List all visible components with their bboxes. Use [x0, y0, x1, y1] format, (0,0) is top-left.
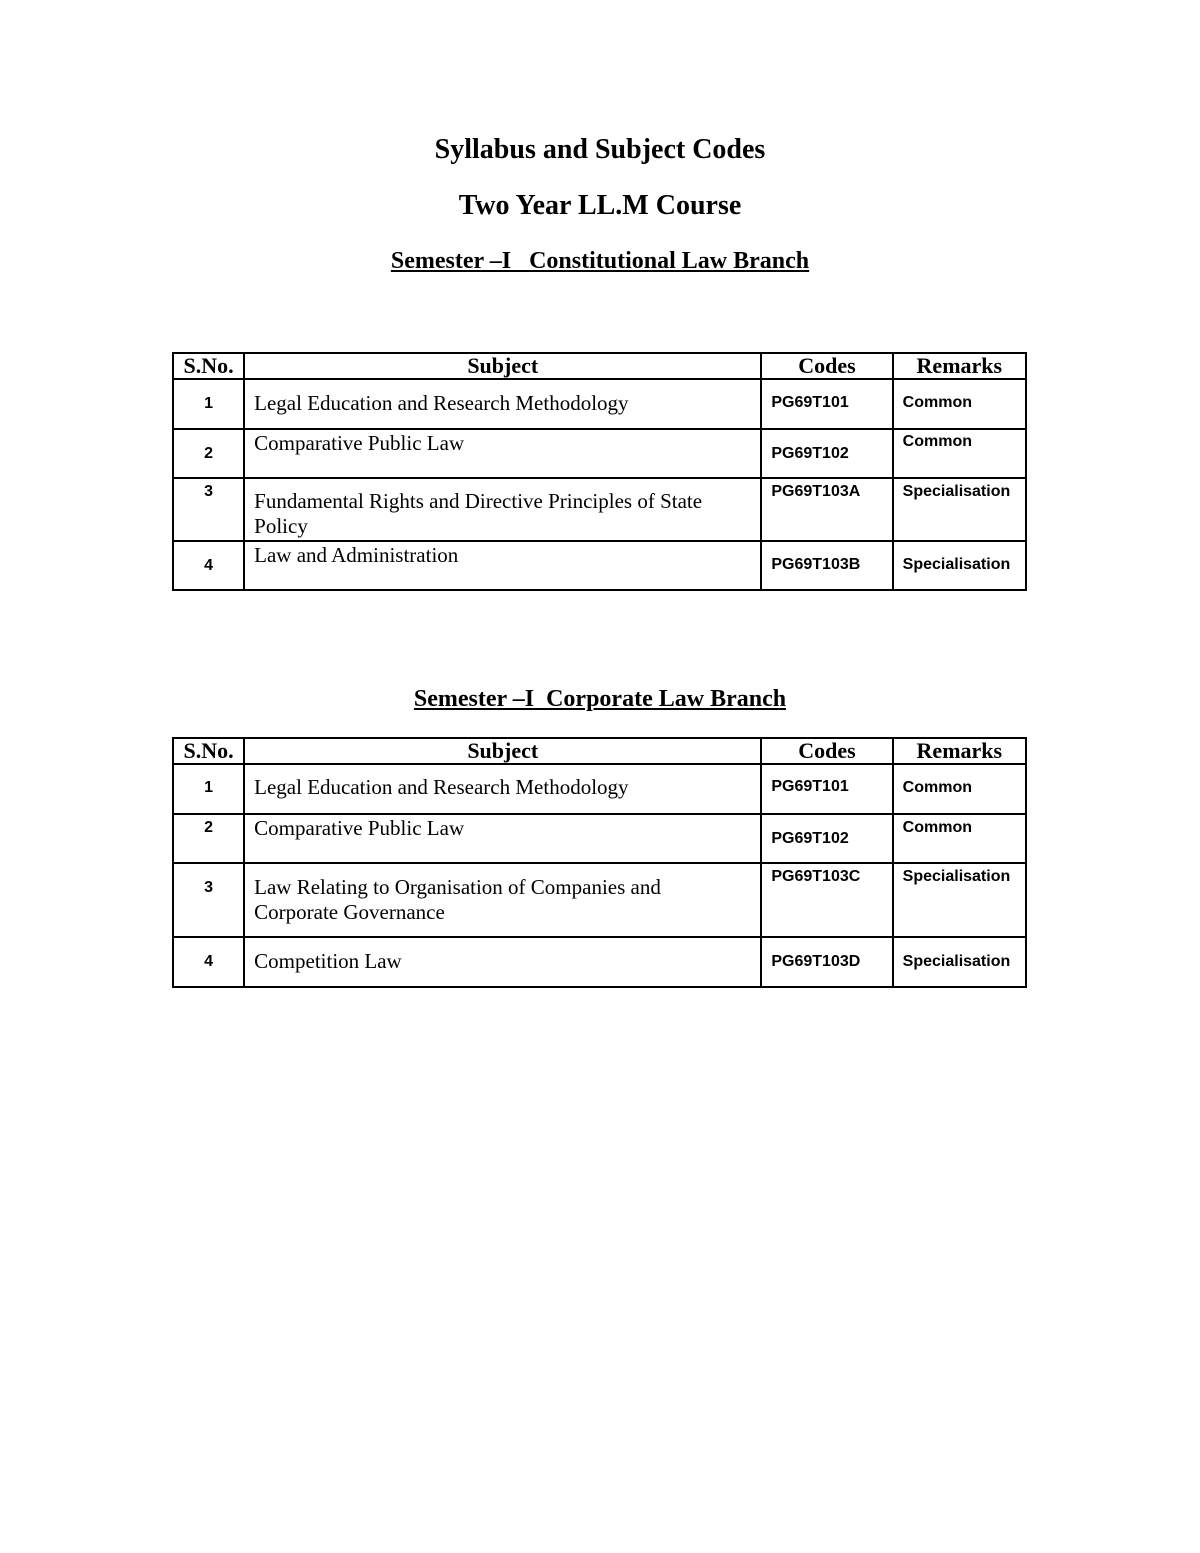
row-sno: 2	[204, 819, 214, 836]
row-remarks: Common	[902, 433, 972, 450]
row-remarks: Specialisation	[902, 556, 1011, 573]
subject-table-corporate	[172, 737, 1027, 988]
header-sno: S.No.	[173, 353, 244, 379]
row-subject: Legal Education and Research Methodology	[254, 775, 629, 799]
table-row	[173, 814, 1026, 863]
page-title: Syllabus and Subject Codes	[434, 134, 766, 165]
row-subject: Law Relating to Organisation of Companies and Corporate Governance	[254, 875, 661, 924]
row-sno: 4	[204, 557, 214, 574]
row-sno: 3	[204, 879, 214, 896]
page-subtitle: Two Year LL.M Course	[458, 190, 742, 221]
row-remarks: Common	[902, 394, 972, 411]
row-code: PG69T103D	[771, 953, 861, 970]
row-code: PG69T102	[771, 445, 849, 462]
table-row	[173, 863, 1026, 937]
row-sno: 1	[204, 395, 214, 412]
table-row	[173, 379, 1026, 429]
row-subject: Competition Law	[254, 949, 402, 973]
row-subject: Law and Administration	[254, 543, 459, 567]
table-header-row	[173, 353, 1026, 379]
row-remarks: Specialisation	[902, 483, 1011, 500]
table-row	[173, 429, 1026, 478]
row-remarks: Specialisation	[902, 868, 1011, 885]
header-subject: Subject	[244, 738, 761, 764]
row-subject: Comparative Public Law	[254, 431, 465, 455]
row-remarks: Common	[902, 779, 972, 796]
header-codes: Codes	[761, 353, 892, 379]
row-code: PG69T103B	[771, 556, 861, 573]
table-row	[173, 478, 1026, 541]
header-sno: S.No.	[173, 738, 244, 764]
row-subject: Comparative Public Law	[254, 816, 465, 840]
row-sno: 2	[204, 445, 214, 462]
row-code: PG69T103A	[771, 483, 861, 500]
row-remarks: Common	[902, 819, 972, 836]
subject-table-constitutional	[172, 352, 1027, 591]
section-heading-corporate: Semester –I Corporate Law Branch	[413, 686, 787, 712]
section-heading-constitutional: Semester –I Constitutional Law Branch	[390, 248, 810, 274]
table-row	[173, 764, 1026, 814]
row-sno: 4	[204, 953, 214, 970]
row-remarks: Specialisation	[902, 953, 1011, 970]
header-codes: Codes	[761, 738, 892, 764]
header-remarks: Remarks	[893, 353, 1026, 379]
table-row	[173, 541, 1026, 590]
row-code: PG69T101	[771, 778, 849, 795]
row-code: PG69T101	[771, 394, 849, 411]
header-subject: Subject	[244, 353, 761, 379]
table-row	[173, 937, 1026, 987]
table-header-row	[173, 738, 1026, 764]
row-code: PG69T102	[771, 830, 849, 847]
row-subject: Legal Education and Research Methodology	[254, 391, 629, 415]
row-subject: Fundamental Rights and Directive Principles of State Policy	[254, 489, 703, 538]
row-sno: 1	[204, 779, 214, 796]
header-remarks: Remarks	[893, 738, 1026, 764]
row-code: PG69T103C	[771, 868, 861, 885]
row-sno: 3	[204, 483, 214, 500]
